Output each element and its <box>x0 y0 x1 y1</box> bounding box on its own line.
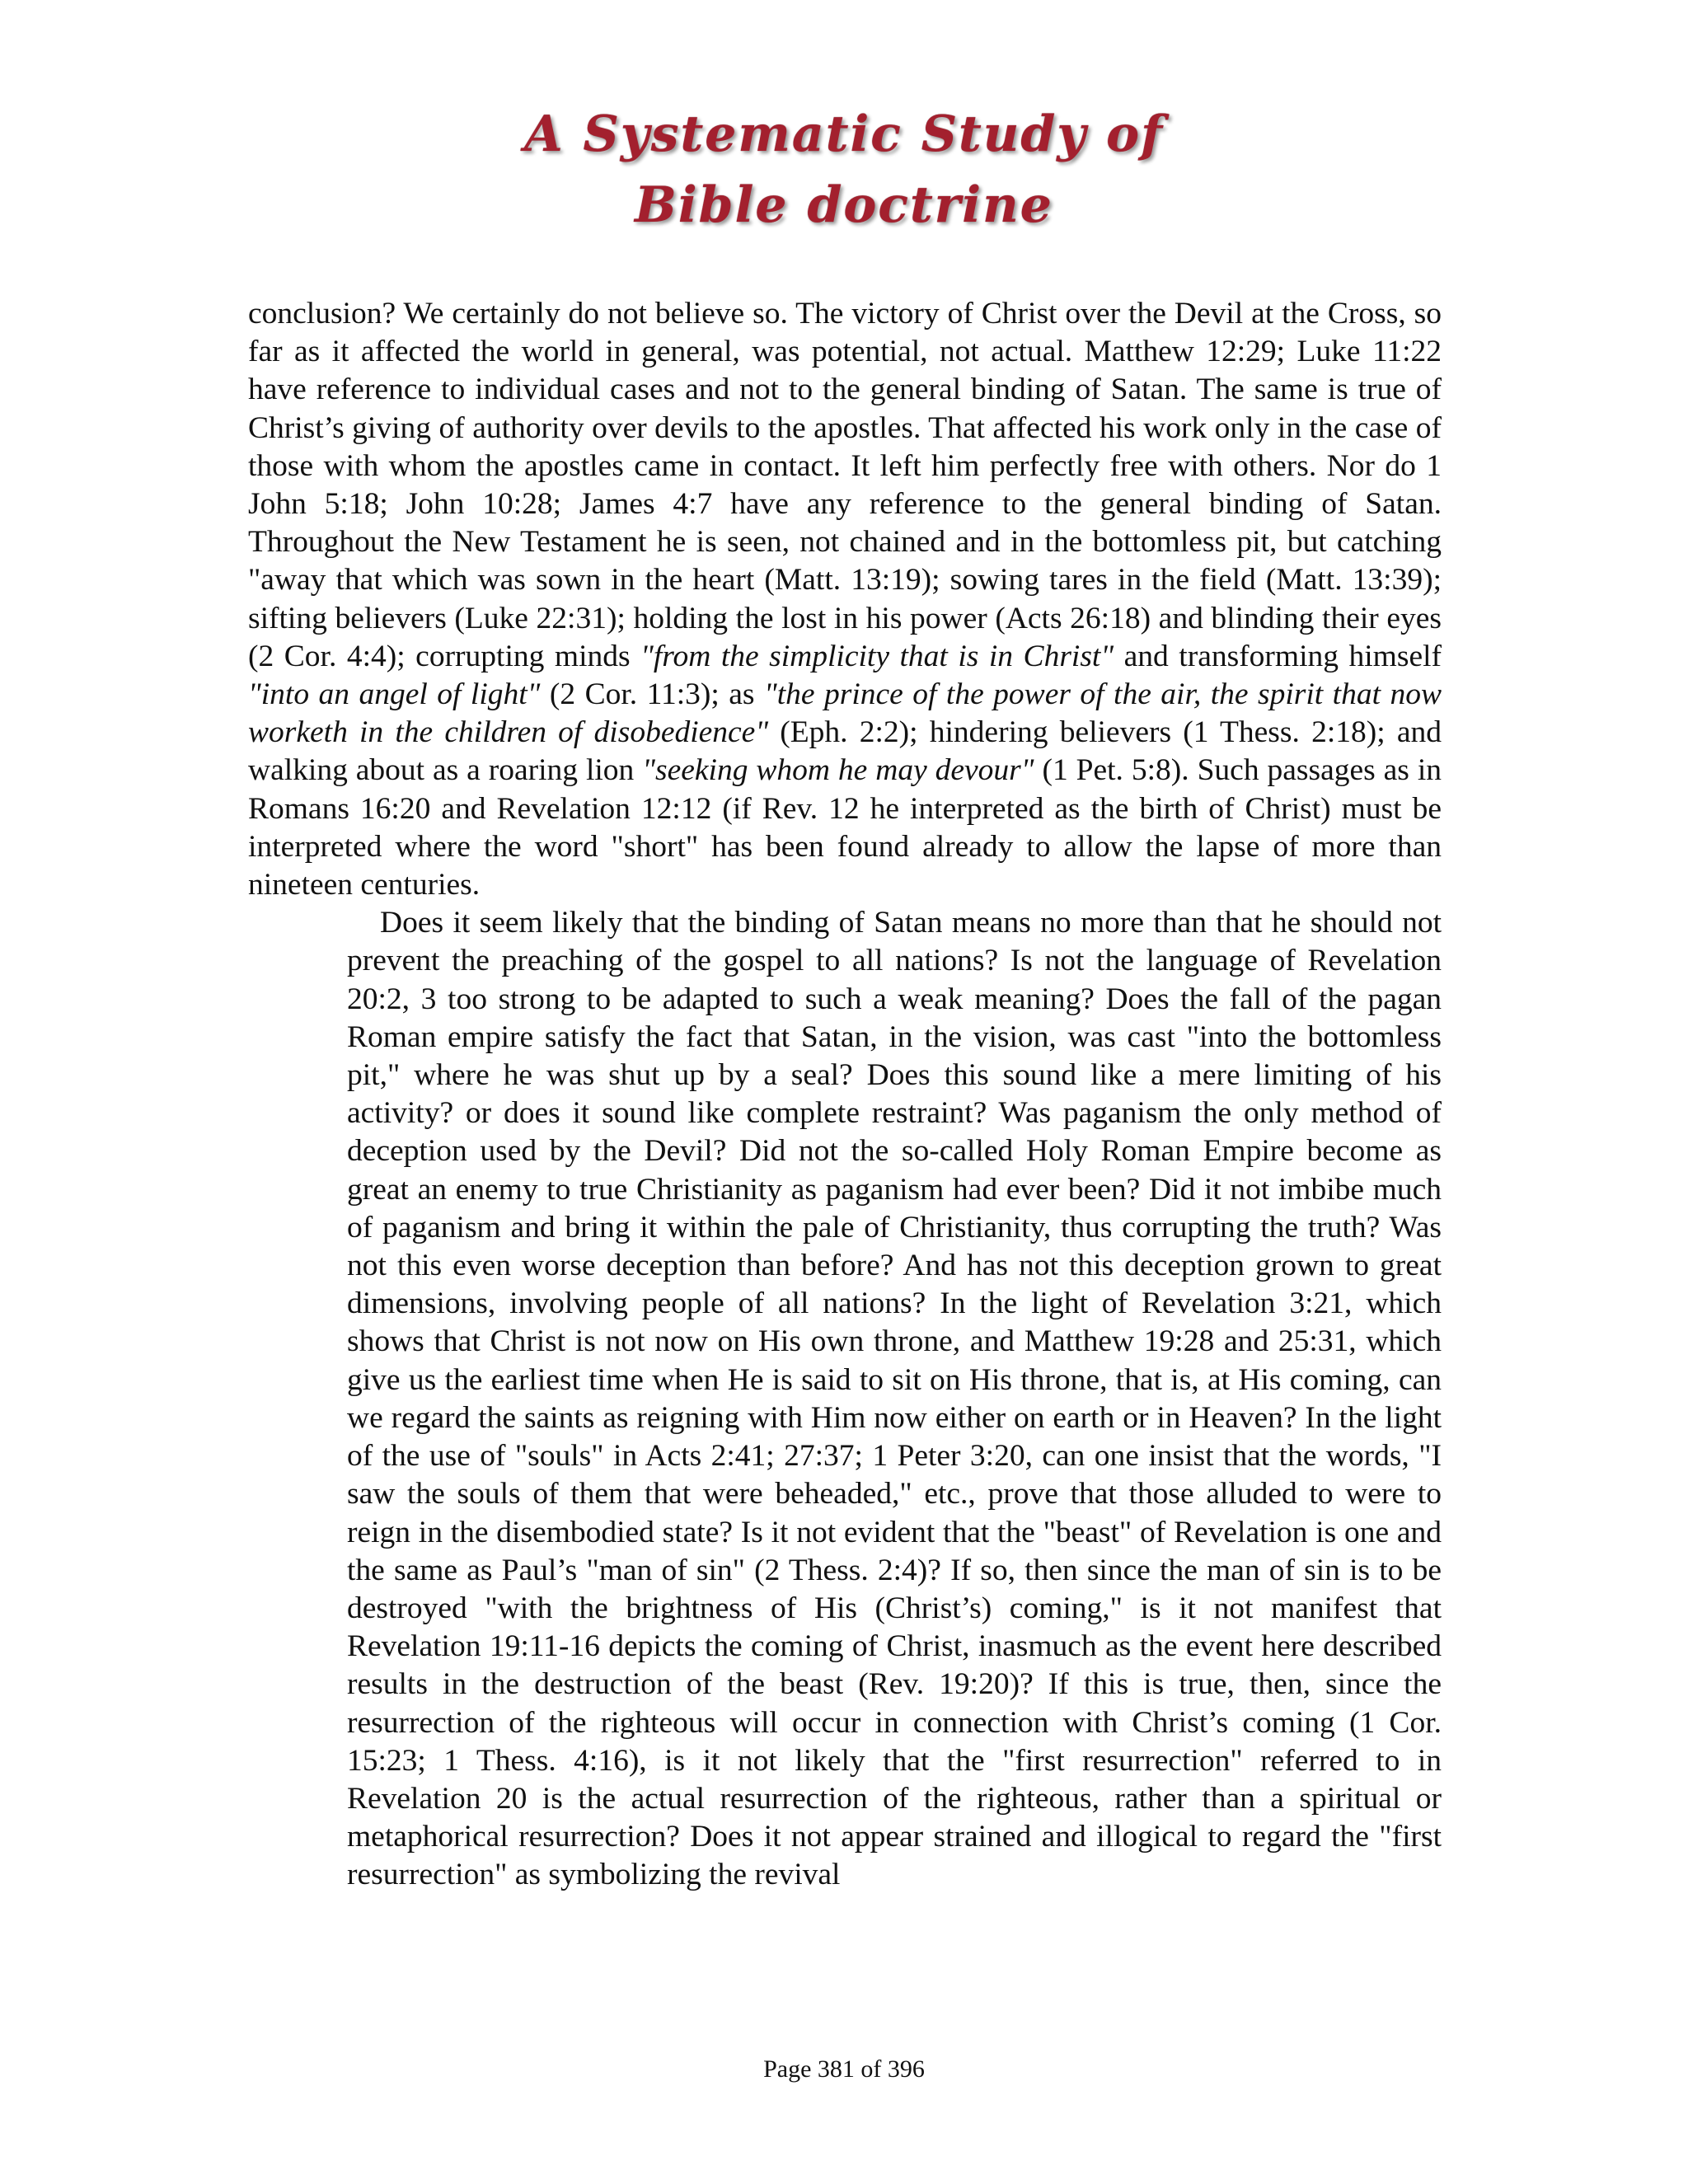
paragraph-1-text-d: (Eph. 2:2); hindering believers (1 Thess. 2:18); and walking about as a roaring lion <box>248 715 1442 788</box>
paragraph-2-text: Does it seem likely that the binding of Satan means no more than that he should not prevent the preaching of the gospel to all nations? Is not the language of Revelation 20:2, 3 too strong to be adapted to such a weak meaning? Does the fall of the pagan Roman empire satisfy the fact that Satan, in the vision, was cast "into the bottomless pit," where he was shut up by a seal? Does this sound like a mere limiting of his activity? or does it sound like complete restraint? Was paganism the only method of deception used by the Devil? Did not the so-called Holy Roman Empire become as great an enemy to true Christianity as paganism had ever been? Did it not imbibe much of paganism and bring it within the pale of Christianity, thus corrupting the truth? Was not this even worse deception than before? And has not this deception grown to great dimensions, involving people of all nations? In the light of Revelation 3:21, which shows that Christ is not now on His own throne, and Matthew 19:28 and 25:31, which give us the earliest time when He is said to sit on His throne, that is, at His coming, can we regard the saints as reigning with Him now either on earth or in Heaven? In the light of the use of "souls" in Acts 2:41; 27:37; 1 Peter 3:20, can one insist that the words, "I saw the souls of them that were beheaded," etc., prove that those alluded to were to reign in the disembodied state? Is it not evident that the "beast" of Revelation is one and the same as Paul’s "man of sin" (2 Thess. 2:4)? If so, then since the man of sin is to be destroyed "with the brightness of His (Christ’s) coming," is it not manifest that Revelation 19:11-16 depicts the coming of Christ, inasmuch as the event here described results in the destruction of the beast (Rev. 19:20)? If this is true, then, since the resurrection of the righteous will occur in connection with Christ’s coming (1 Cor. 15:23; 1 Thess. 4:16), is it not likely that the "first resurrection" referred to in Revelation 20 is the actual resurrection of the righteous, rather than a spiritual or metaphorical resurrection? Does it not appear strained and illogical to regard the "first resurrection" as symbolizing the revival <box>347 906 1442 1892</box>
paragraph-1-text-e: (1 Pet. 5:8). Such passages as in Romans 16:20 and Revelation 12:12 (if Rev. 12 he interpreted as the birth of Christ) must be interpreted where the word "short" has been found already to allow the lapse of more than nineteen centuries. <box>248 753 1442 902</box>
paragraph-1-text-b: and transforming himself <box>1114 639 1442 673</box>
paragraph-1-text-a: conclusion? We certainly do not believe so. The victory of Christ over the Devil at the Cross, so far as it affected the world in general, was potential, not actual. Matthew 12:29; Luke 11:22 have reference to individual cases and not to the general binding of Satan. The same is true of Christ’s giving of authority over devils to the apostles. That affected his work only in the case of those with whom the apostles came in contact. It left him perfectly free with others. Nor do 1 John 5:18; John 10:28; James 4:7 have any reference to the general binding of Satan. Throughout the New Testament he is seen, not chained and in the bottomless pit, but catching "away that which was sown in the heart (Matt. 13:19); sowing tares in the field (Matt. 13:39); sifting believers (Luke 22:31); holding the lost in his power (Acts 26:18) and blinding their eyes (2 Cor. 4:4); corrupting minds <box>248 297 1442 673</box>
quote-prince-of-power: "the prince of the power of the air, the spirit that now worketh in the children of disobedience" <box>248 677 1442 750</box>
quote-angel-of-light: "into an angel of light" <box>248 677 541 712</box>
paragraph-1 <box>248 295 1442 904</box>
quote-seeking-whom: "seeking whom he may devour" <box>642 753 1034 788</box>
paragraph-2 <box>347 904 1442 1894</box>
paragraph-1-text-c: (2 Cor. 11:3); as <box>540 677 764 712</box>
page-header-logo <box>0 99 1688 241</box>
page-body <box>248 295 1442 1895</box>
page-number: Page 381 of 396 <box>763 2055 925 2083</box>
header-title-line1: A Systematic Study of <box>524 105 1164 163</box>
quote-simplicity: "from the simplicity that is in Christ" <box>640 639 1114 673</box>
header-title-line2: Bible doctrine <box>635 176 1053 234</box>
